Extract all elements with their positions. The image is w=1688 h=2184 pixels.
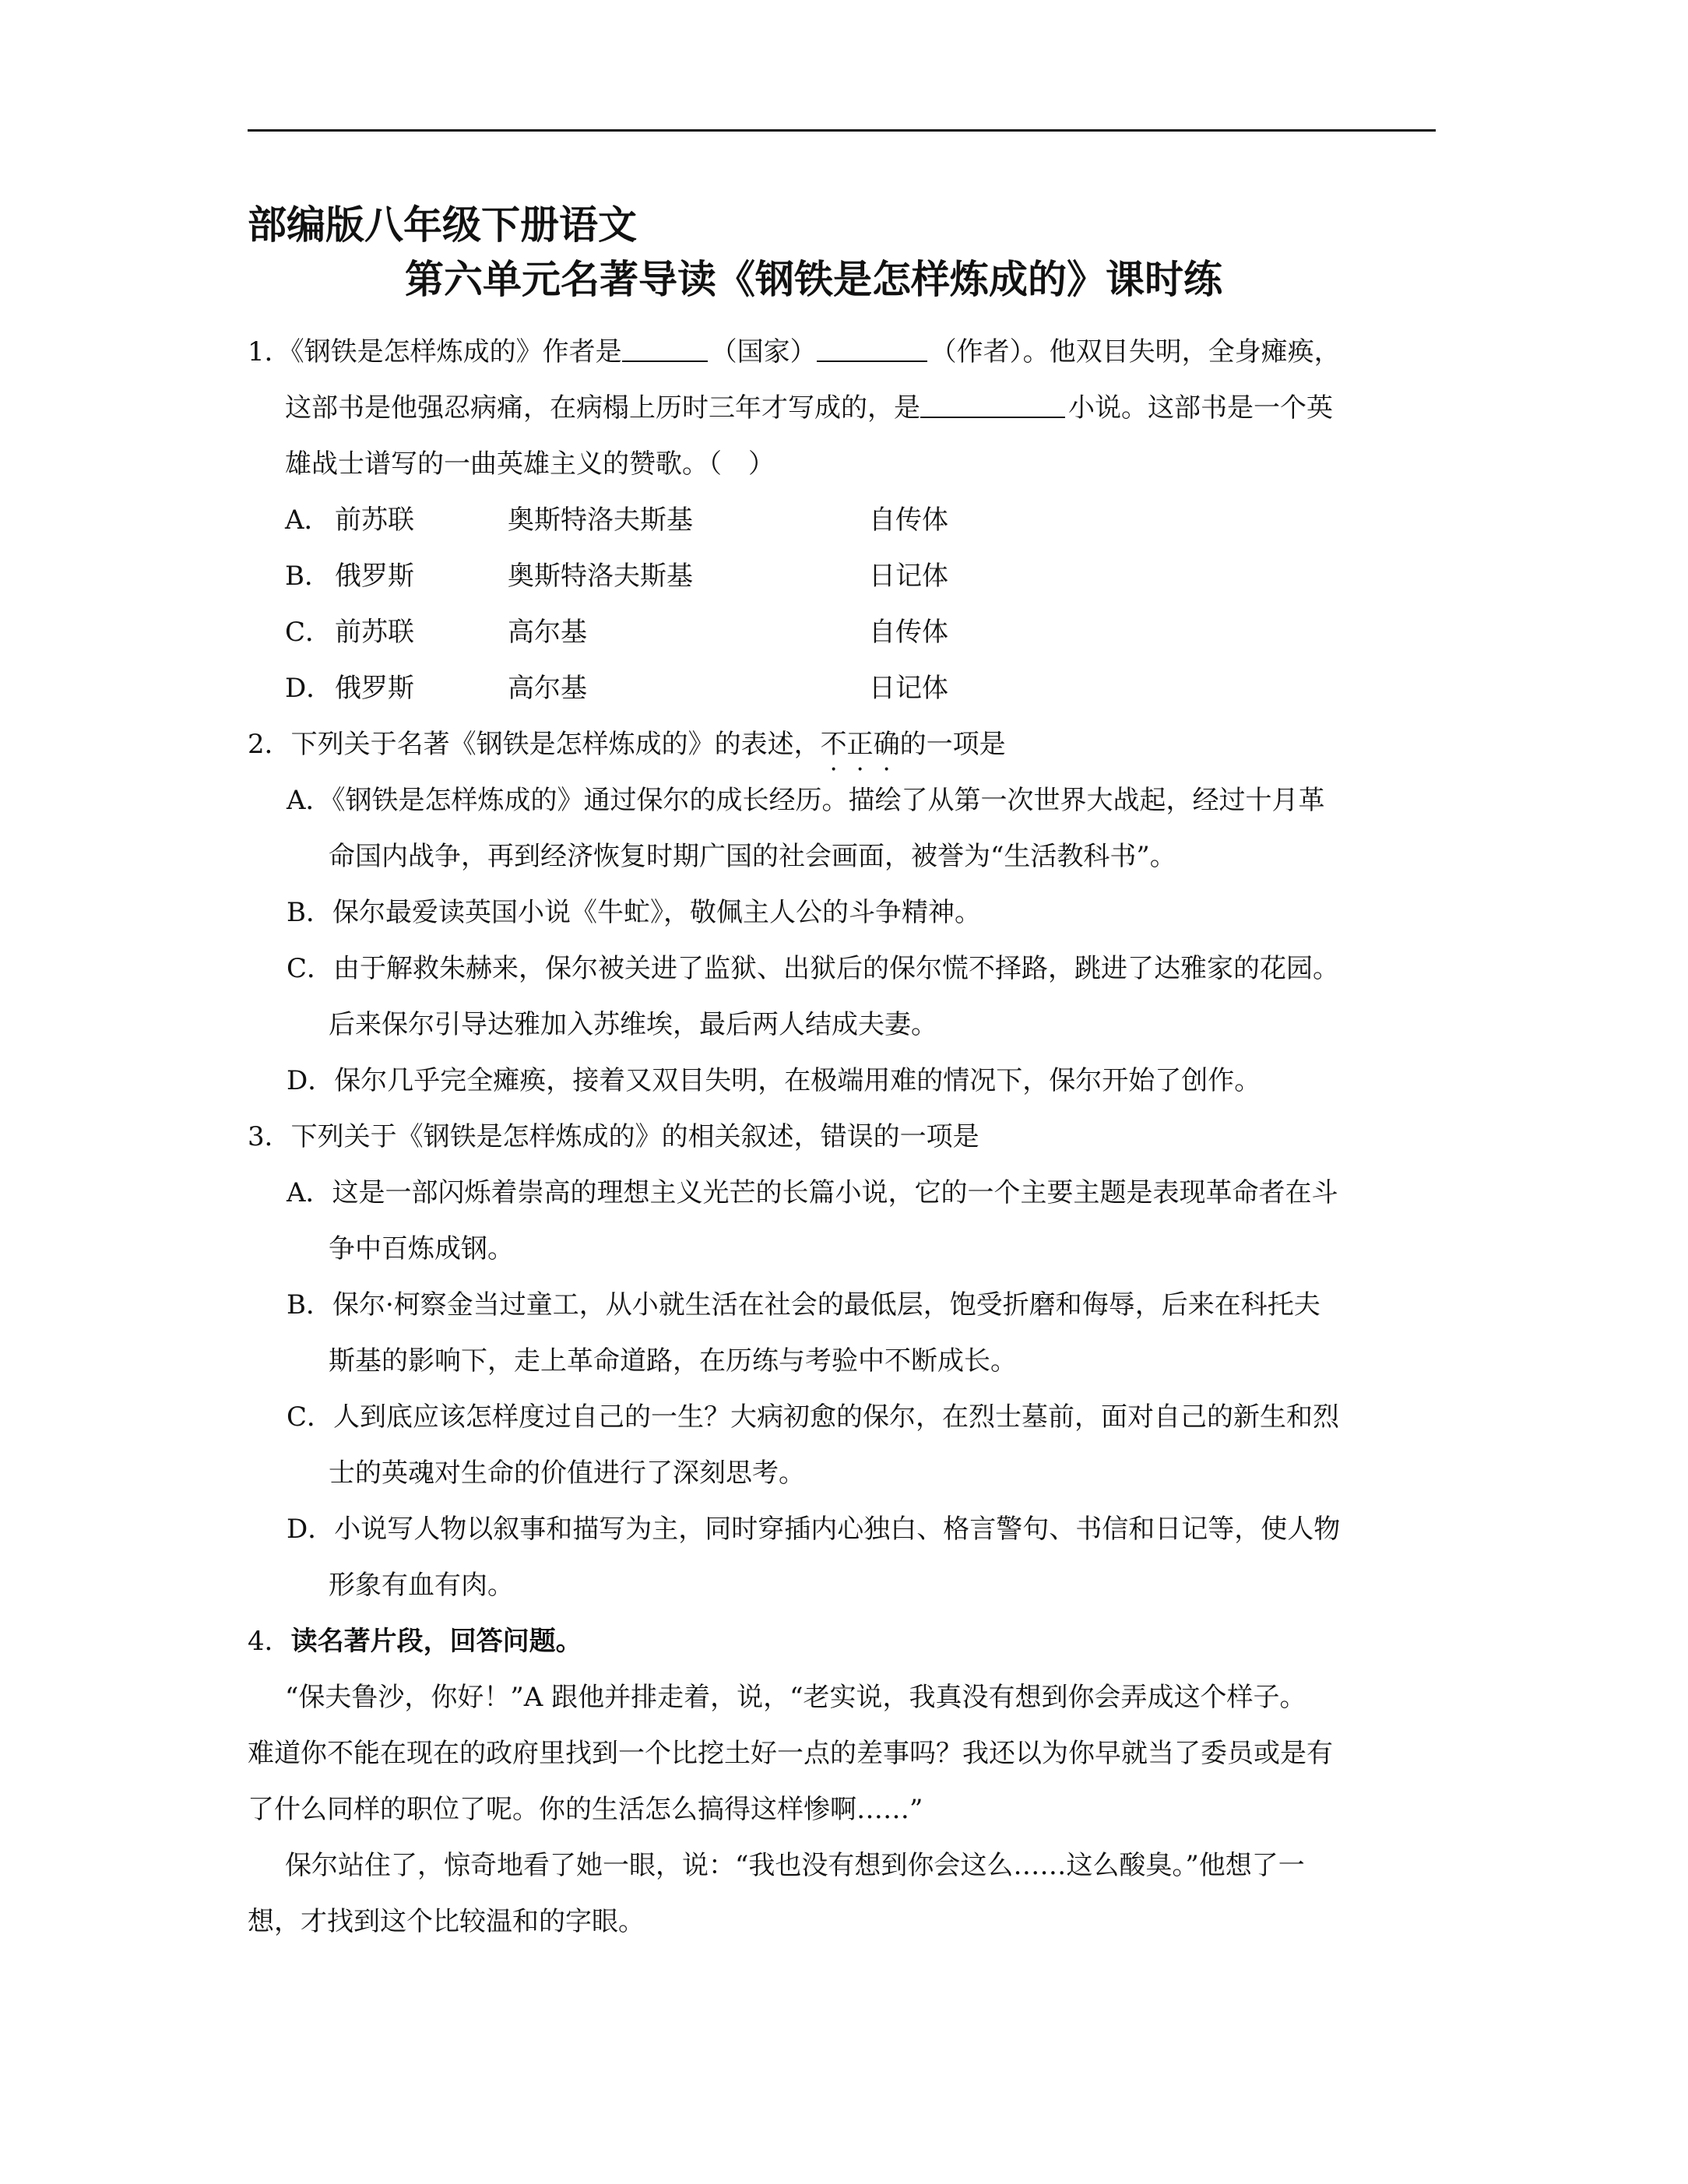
q2-stem: [248, 716, 1439, 772]
q1-text-e: 小说。这部书是一个英: [1068, 392, 1333, 424]
q4-passage-line: 了什么同样的职位了呢。你的生活怎么搞得这样惨啊……”: [248, 1794, 923, 1825]
q1-text-d: 这部书是他强忍病痛，在病榻上历时三年才写成的，是: [285, 392, 920, 424]
q1-option-b[interactable]: [248, 548, 1439, 604]
q3-option-a[interactable]: A．这是一部闪烁着崇高的理想主义光芒的长篇小说，它的一个主要主题是表现革命者在斗: [287, 1177, 1338, 1208]
q4-passage-line: 保尔站住了，惊奇地看了她一眼，说：“我也没有想到你会这么……这么酸臭。”他想了一: [285, 1850, 1305, 1881]
q1-option-letter: B．: [285, 561, 331, 592]
document-title: 部编版八年级下册语文: [248, 202, 637, 248]
q2-option-a-cont: 命国内战争，再到经济恢复时期广国的社会画面，被誉为“生活教科书”。: [329, 841, 1176, 872]
q1-number: 1．: [248, 336, 291, 368]
q2-option-c[interactable]: C．由于解救朱赫来，保尔被关进了监狱、出狱后的保尔慌不择路，跳进了达雅家的花园。: [287, 953, 1340, 984]
q4-passage-line: “保夫鲁沙，你好！”A 跟他并排走着，说，“老实说，我真没有想到你会弄成这个样子。: [285, 1682, 1306, 1713]
q1-option-genre: 日记体: [869, 561, 948, 592]
q1-option-author: 高尔基: [508, 617, 587, 648]
q3-option-c[interactable]: C．人到底应该怎样度过自己的一生？大病初愈的保尔，在烈士墓前，面对自己的新生和烈: [287, 1401, 1340, 1433]
q1-stem-line2: [248, 380, 1439, 436]
q4-number: 4．: [248, 1626, 291, 1657]
q2-stem-tail: 的一项是: [899, 729, 1006, 760]
q4-passage-line: 难道你不能在现在的政府里找到一个比挖土好一点的差事吗？我还以为你早就当了委员或是有: [248, 1738, 1333, 1769]
q1-option-country: 前苏联: [335, 617, 414, 648]
q1-option-author: 奥斯特洛夫斯基: [508, 561, 693, 592]
q1-option-genre: 日记体: [869, 673, 948, 704]
q1-option-author: 奥斯特洛夫斯基: [508, 505, 693, 536]
q1-option-country: 前苏联: [335, 505, 414, 536]
header-rule: [248, 129, 1436, 132]
q2-option-a[interactable]: A．《钢铁是怎样炼成的》通过保尔的成长经历。描绘了从第一次世界大战起，经过十月革: [287, 785, 1325, 816]
q1-blank-author[interactable]: [817, 334, 927, 362]
q3-option-a-cont: 争中百炼成钢。: [329, 1233, 514, 1264]
q1-text-c: （作者）。他双目失明，全身瘫痪，: [930, 336, 1341, 368]
q3-option-b[interactable]: B．保尔·柯察金当过童工，从小就生活在社会的最低层，饱受折磨和侮辱，后来在科托夫: [287, 1289, 1321, 1321]
q2-stem-text: 下列关于名著《钢铁是怎样炼成的》的表述，: [290, 729, 821, 760]
q1-option-country: 俄罗斯: [335, 673, 414, 704]
q4-stem-text: 读名著片段，回答问题。: [290, 1626, 582, 1657]
q2-number: 2．: [248, 729, 291, 760]
q1-option-genre: 自传体: [869, 505, 948, 536]
q2-option-c-cont: 后来保尔引导达雅加入苏维埃，最后两人结成夫妻。: [329, 1009, 937, 1040]
q1-blank-genre[interactable]: [920, 390, 1065, 418]
q3-option-d[interactable]: D．小说写人物以叙事和描写为主，同时穿插内心独白、格言警句、书信和日记等，使人物: [287, 1514, 1341, 1545]
q3-stem: 3．下列关于《钢铁是怎样炼成的》的相关叙述，错误的一项是: [248, 1121, 979, 1152]
q1-blank-country[interactable]: [622, 334, 708, 362]
q4-passage-line: 想，才找到这个比较温和的字眼。: [248, 1906, 645, 1937]
q1-option-d[interactable]: [248, 660, 1439, 716]
document-subtitle: 第六单元名著导读《钢铁是怎样炼成的》课时练: [405, 257, 1222, 302]
q1-option-c[interactable]: [248, 604, 1439, 660]
q1-option-country: 俄罗斯: [335, 561, 414, 592]
q1-option-letter: D．: [285, 673, 333, 704]
q3-option-b-cont: 斯基的影响下，走上革命道路，在历练与考验中不断成长。: [329, 1345, 1017, 1377]
q1-option-letter: A．: [285, 505, 331, 536]
q2-emphasis-char: 正: [846, 729, 874, 760]
q2-option-b[interactable]: B．保尔最爱读英国小说《牛虻》，敬佩主人公的斗争精神。: [287, 897, 981, 928]
q1-option-author: 高尔基: [508, 673, 587, 704]
q1-option-a[interactable]: [248, 492, 1439, 548]
q1-option-letter: C．: [285, 617, 332, 648]
q3-option-c-cont: 士的英魂对生命的价值进行了深刻思考。: [329, 1458, 805, 1489]
q4-stem: [248, 1613, 1439, 1669]
q3-option-d-cont: 形象有血有肉。: [329, 1570, 514, 1601]
q2-emphasis-char: 不: [820, 729, 847, 760]
q2-option-d[interactable]: D．保尔几乎完全瘫痪，接着又双目失明，在极端用难的情况下，保尔开始了创作。: [287, 1065, 1261, 1096]
q1-stem-line1: [248, 324, 1439, 380]
q1-text-b: （国家）: [710, 336, 817, 368]
q1-text-a: 《钢铁是怎样炼成的》作者是: [290, 336, 622, 368]
q2-emphasis-char: 确: [873, 729, 900, 760]
question-list: [248, 324, 1439, 1950]
q1-stem-line3: 雄战士谱写的一曲英雄主义的赞歌。（ ）: [285, 448, 775, 480]
q1-option-genre: 自传体: [869, 617, 948, 648]
